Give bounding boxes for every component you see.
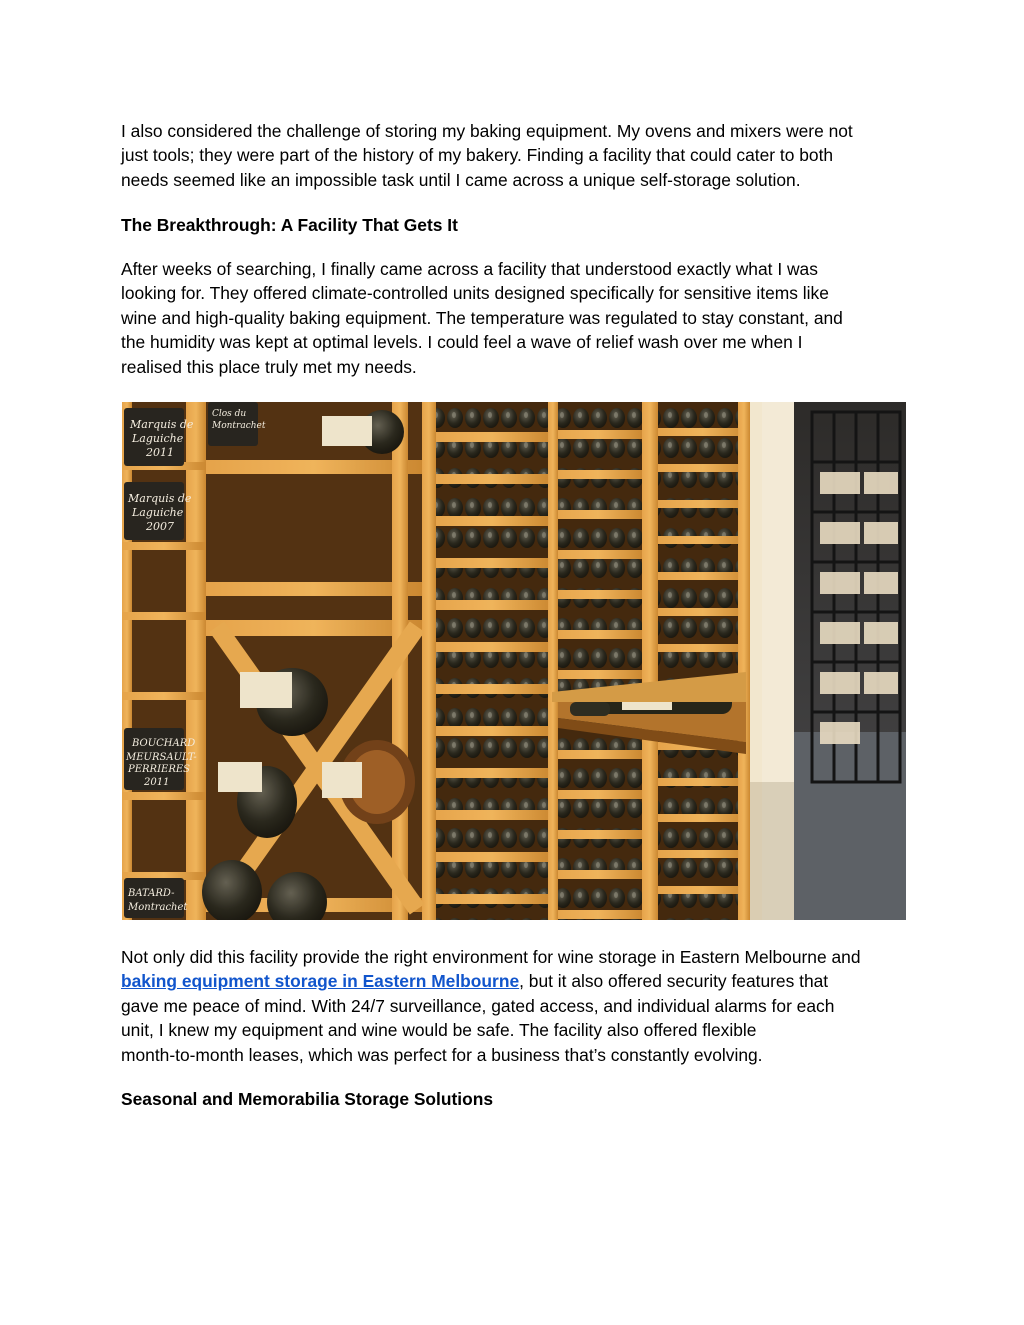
heading-seasonal-memorabilia: Seasonal and Memorabilia Storage Solutions — [121, 1089, 494, 1109]
paragraph-line: the humidity was kept at optimal levels. I could feel a wave of relief wash over me when I — [121, 332, 803, 353]
paragraph-line: Not only did this facility provide the right environment for wine storage in Eastern Melbourne and — [121, 947, 861, 967]
paragraph-line: looking for. They offered climate-controlled units designed specifically for sensitive items like — [121, 283, 829, 304]
paragraph-line: gave me peace of mind. With 24/7 surveillance, gated access, and individual alarms for each — [121, 995, 835, 1016]
svg-text:2011: 2011 — [146, 446, 174, 459]
paragraph-line: just tools; they were part of the history of my bakery. Finding a facility that could cater to both — [121, 145, 834, 166]
svg-text:Laguiche: Laguiche — [132, 506, 184, 519]
paragraph-line: I also considered the challenge of storing my baking equipment. My ovens and mixers were not — [121, 121, 853, 141]
paragraph-security-features — [121, 945, 911, 1067]
paragraph-text: , but it also offered security features that — [519, 971, 829, 992]
paragraph-line: month-to-month leases, which was perfect for a business that’s constantly evolving. — [121, 1044, 763, 1065]
paragraph-facility-found — [121, 257, 911, 379]
baking-equipment-storage-link[interactable]: baking equipment storage in Eastern Melbourne — [121, 971, 520, 992]
chalk-label-1-line: Marquis de — [130, 418, 194, 431]
svg-text:Marquis de: Marquis de — [128, 492, 192, 505]
svg-text:Montrachet: Montrachet — [128, 902, 188, 913]
wine-cellar-photo — [122, 402, 906, 920]
svg-text:BATARD-: BATARD- — [128, 888, 175, 899]
svg-text:BOUCHARD: BOUCHARD — [132, 738, 196, 749]
paragraph-line: realised this place truly met my needs. — [121, 356, 417, 377]
paragraph-storing-baking-equipment — [121, 119, 911, 192]
svg-text:2007: 2007 — [146, 520, 174, 533]
paragraph-line: After weeks of searching, I finally came across a facility that understood exactly what I was — [121, 259, 818, 279]
paragraph-line: unit, I knew my equipment and wine would be safe. The facility also offered flexible — [121, 1020, 757, 1041]
svg-text:Montrachet: Montrachet — [212, 421, 266, 431]
svg-text:Clos du: Clos du — [212, 409, 247, 419]
heading-breakthrough: The Breakthrough: A Facility That Gets It — [121, 215, 458, 235]
svg-text:2011: 2011 — [144, 777, 170, 788]
svg-text:MEURSAULT-: MEURSAULT- — [126, 752, 197, 763]
paragraph-line: wine and high-quality baking equipment. The temperature was regulated to stay constant, and — [121, 307, 843, 328]
svg-text:Laguiche: Laguiche — [132, 432, 184, 445]
svg-text:PERRIERES: PERRIERES — [128, 764, 191, 775]
paragraph-line: needs seemed like an impossible task until I came across a unique self-storage solution. — [121, 169, 801, 190]
paragraph-line-with-link — [121, 969, 911, 993]
